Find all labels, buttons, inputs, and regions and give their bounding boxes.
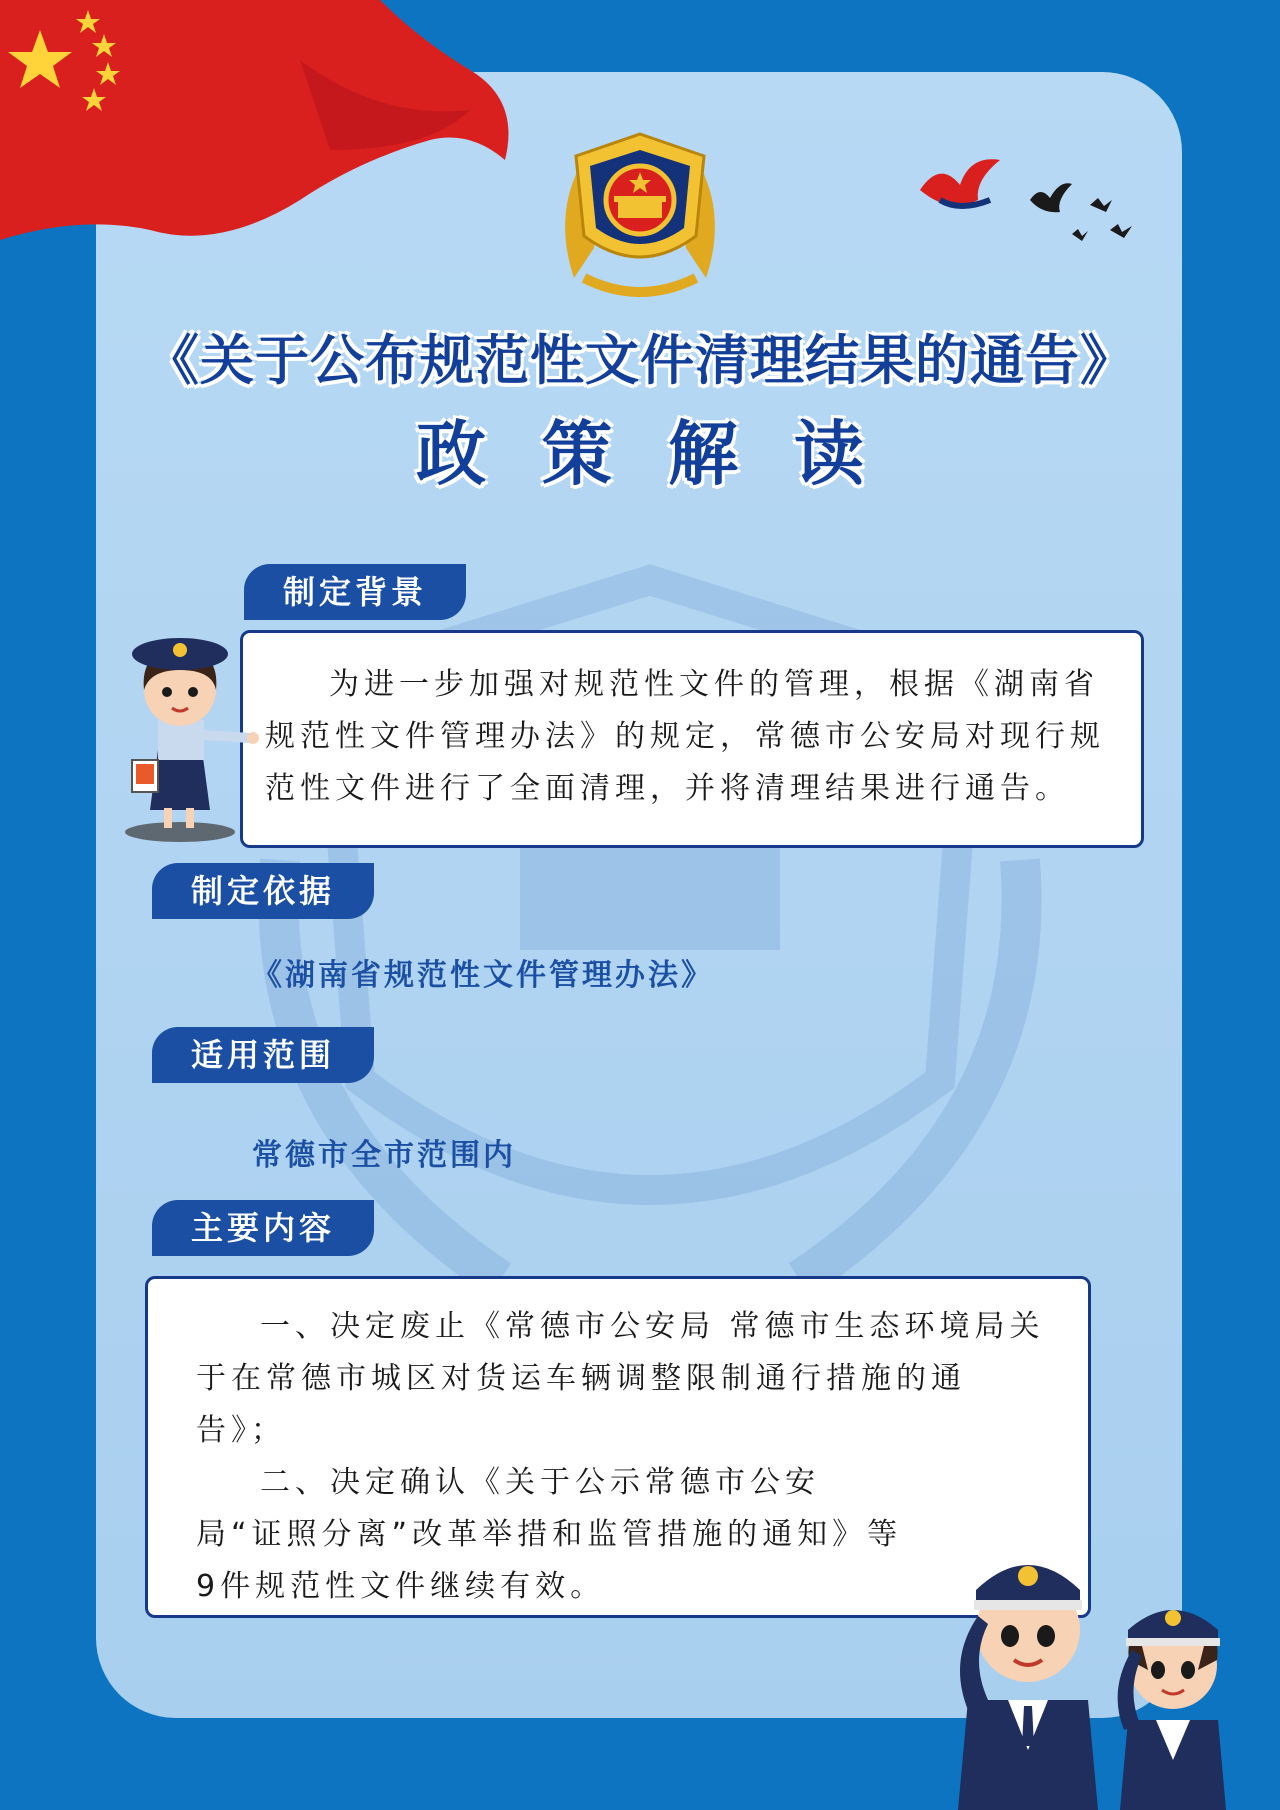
policewoman-cartoon-icon bbox=[120, 620, 260, 846]
national-flag-icon bbox=[0, 0, 520, 250]
content-item-2: 二、决定确认《关于公示常德市公安局“证照分离”改革举措和监管措施的通知》等9件规范性文件继续有效。 bbox=[196, 1465, 903, 1604]
section-tag-basis: 制定依据 bbox=[152, 863, 374, 919]
content-item-1: 一、决定废止《常德市公安局 常德市生态环境局关于在常德市城区对货运车辆调整限制通行措施的通告》； bbox=[196, 1309, 1045, 1448]
police-emblem-icon bbox=[554, 128, 726, 308]
page-subtitle: 政策解读 bbox=[416, 413, 920, 495]
page-title: 《关于公布规范性文件清理结果的通告》 bbox=[145, 329, 1135, 392]
basis-text: 《湖南省规范性文件管理办法》 bbox=[252, 958, 714, 993]
section-tag-background: 制定背景 bbox=[244, 564, 466, 620]
section-tag-content: 主要内容 bbox=[152, 1200, 374, 1256]
background-text: 为进一步加强对规范性文件的管理，根据《湖南省规范性文件管理办法》的规定，常德市公安局对现行规范性文件进行了全面清理，并将清理结果进行通告。 bbox=[265, 667, 1105, 806]
background-text-box bbox=[240, 630, 1144, 848]
scope-text: 常德市全市范围内 bbox=[252, 1138, 516, 1173]
saluting-officers-cartoon-icon bbox=[948, 1520, 1238, 1810]
section-tag-scope: 适用范围 bbox=[152, 1027, 374, 1083]
birds-icon bbox=[900, 150, 1140, 260]
